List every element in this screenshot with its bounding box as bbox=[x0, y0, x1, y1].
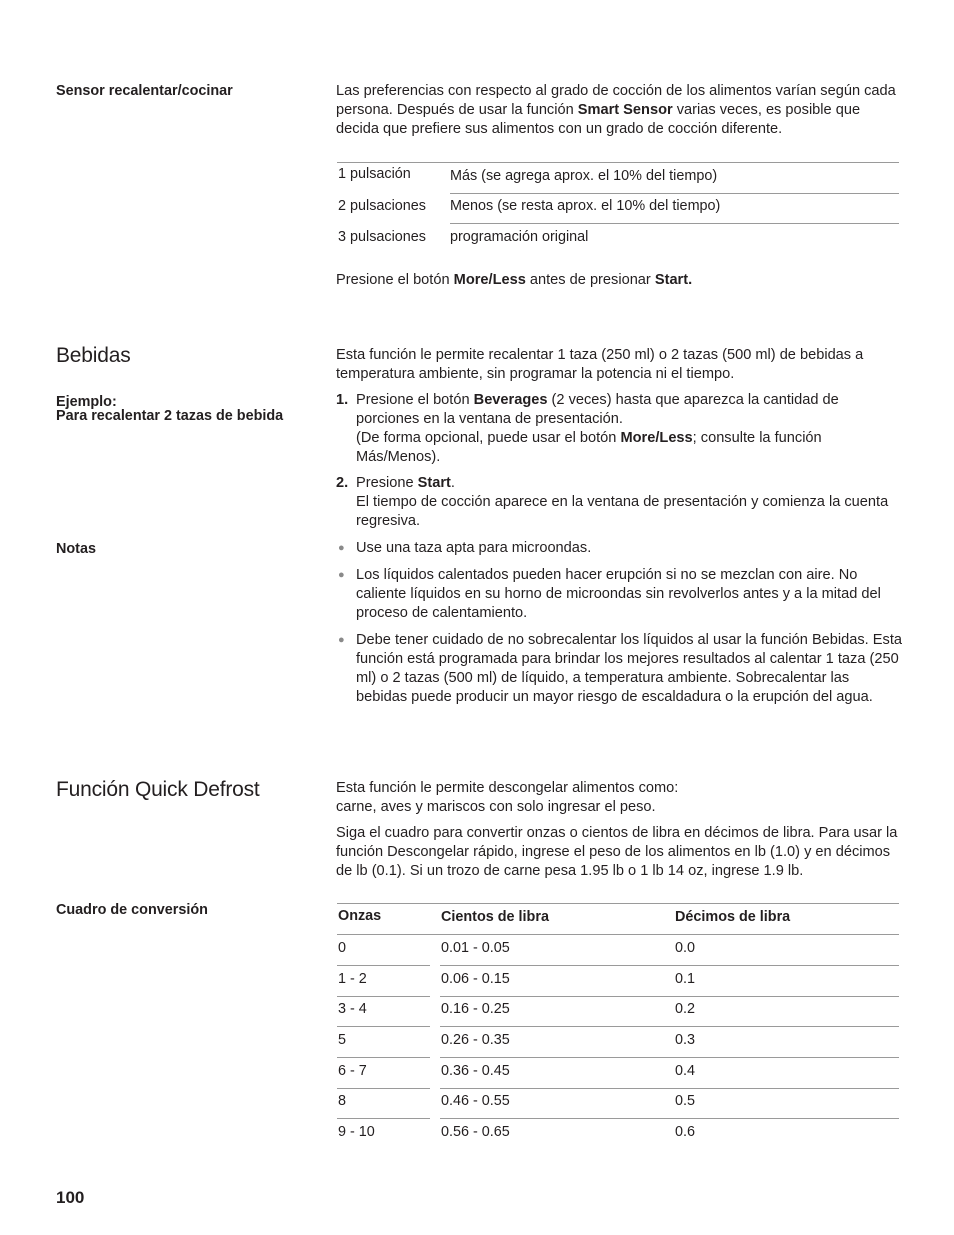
table-cell: 0.56 - 0.65 bbox=[441, 1124, 510, 1140]
table-cell: 0.5 bbox=[675, 1093, 696, 1109]
bebidas-intro: Esta función le permite recalentar 1 taza (250 ml) o 2 tazas (500 ml) de bebidas a temperatura ambiente, sin programar la potencia ni el tiempo. bbox=[336, 347, 864, 382]
sensor-section-label: Sensor recalentar/cocinar bbox=[56, 83, 233, 99]
step-1-beverages: Beverages bbox=[473, 392, 548, 408]
table-cell: 5 bbox=[338, 1032, 347, 1048]
step-2-number: 2. bbox=[336, 475, 349, 491]
table-rule bbox=[337, 162, 899, 163]
table-cell: 0.2 bbox=[675, 1001, 696, 1017]
table-cell: 0 bbox=[338, 940, 347, 956]
bebidas-example-label: Ejemplo: bbox=[56, 394, 117, 410]
bebidas-title: Bebidas bbox=[56, 344, 131, 367]
sensor-note-more-less: More/Less bbox=[453, 272, 526, 288]
table-cell: 6 - 7 bbox=[338, 1063, 367, 1079]
sensor-desc-3: programación original bbox=[450, 229, 589, 245]
note-text: Use una taza apta para microondas. bbox=[356, 540, 592, 556]
header-onzas: Onzas bbox=[338, 908, 382, 924]
sensor-desc-2: Menos (se resta aprox. el 10% del tiempo) bbox=[450, 198, 721, 214]
sensor-desc-1: Más (se agrega aprox. el 10% del tiempo) bbox=[450, 168, 718, 184]
header-cientos: Cientos de libra bbox=[441, 909, 549, 925]
sensor-press-3: 3 pulsaciones bbox=[338, 229, 427, 245]
table-rule bbox=[450, 223, 899, 224]
table-cell: 0.01 - 0.05 bbox=[441, 940, 510, 956]
defrost-intro-line2: carne, aves y mariscos con solo ingresar el peso. bbox=[336, 799, 656, 815]
table-cell: 1 - 2 bbox=[338, 971, 367, 987]
table-cell: 0.06 - 0.15 bbox=[441, 971, 510, 987]
table-rule bbox=[337, 965, 430, 966]
note-item bbox=[336, 566, 902, 623]
table-cell: 0.36 - 0.45 bbox=[441, 1063, 510, 1079]
table-rule bbox=[337, 903, 899, 904]
table-cell: 0.26 - 0.35 bbox=[441, 1032, 510, 1048]
step-2-post: . bbox=[450, 475, 455, 491]
table-rule bbox=[440, 996, 899, 997]
sensor-intro-post: varias veces, es posible que decida que prefiere sus alimentos con un grado de cocción diferente. bbox=[336, 102, 861, 137]
table-rule bbox=[337, 1057, 430, 1058]
bebidas-notes-label: Notas bbox=[56, 541, 96, 557]
table-cell: 0.46 - 0.55 bbox=[441, 1093, 510, 1109]
table-cell: 0.1 bbox=[675, 971, 696, 987]
bullet-icon: ● bbox=[338, 542, 345, 554]
step-1b-pre: (De forma opcional, puede usar el botón bbox=[356, 430, 621, 446]
sensor-intro-bold: Smart Sensor bbox=[577, 102, 673, 118]
table-rule bbox=[440, 1088, 899, 1089]
bebidas-steps bbox=[336, 391, 902, 531]
step-1b-post: ; consulte la función Más/Menos). bbox=[356, 430, 822, 465]
note-item bbox=[336, 539, 902, 558]
sensor-intro bbox=[336, 82, 902, 139]
table-cell: 3 - 4 bbox=[338, 1001, 367, 1017]
table-rule bbox=[440, 965, 899, 966]
bullet-icon: ● bbox=[338, 634, 345, 646]
defrost-para2: Siga el cuadro para convertir onzas o cientos de libra en décimos de libra. Para usar la función Descongelar rápido, ingrese el peso de los alimentos en lb (1.0) y en décimos de lb (0.1). Si un trozo de carne pesa 1.95 lb o 1 lb 14 oz, ingrese 1.9 lb. bbox=[336, 825, 898, 879]
table-cell: 0.16 - 0.25 bbox=[441, 1001, 510, 1017]
step-2b: El tiempo de cocción aparece en la ventana de presentación y comienza la cuenta regresiva. bbox=[356, 494, 889, 529]
sensor-intro-pre: Las preferencias con respecto al grado de cocción de los alimentos varían según cada persona. Después de usar la función bbox=[336, 83, 896, 118]
table-rule bbox=[440, 1118, 899, 1119]
bebidas-example-sub: Para recalentar 2 tazas de bebida bbox=[56, 408, 284, 424]
note-text: Los líquidos calentados pueden hacer erupción si no se mezclan con aire. No caliente líquidos en su horno de microondas sin revolverlos antes y a la mitad del proceso de calentamiento. bbox=[356, 567, 881, 621]
table-rule bbox=[337, 1088, 430, 1089]
table-rule bbox=[337, 1118, 430, 1119]
step-2-pre: Presione bbox=[356, 475, 418, 491]
sensor-note-start: Start. bbox=[654, 272, 693, 288]
conversion-table-label: Cuadro de conversión bbox=[56, 902, 208, 918]
table-cell: 9 - 10 bbox=[338, 1124, 375, 1140]
step-1-post: (2 veces) hasta que aparezca la cantidad de porciones en la ventana de presentación. bbox=[356, 392, 839, 427]
bebidas-notes bbox=[336, 539, 902, 707]
note-text: Debe tener cuidado de no sobrecalentar los líquidos al usar la función Bebidas. Esta función está programada para brindar los mejores resultados al calentar 1 taza (250 ml) o 2 tazas (500 ml) de líquido, a temperatura ambiente. Sobrecalentar las bebidas puede producir un mayor riesgo de escaldadura o la erupción del agua. bbox=[356, 632, 902, 705]
table-cell: 0.3 bbox=[675, 1032, 696, 1048]
table-cell: 0.6 bbox=[675, 1124, 696, 1140]
note-item bbox=[336, 631, 902, 707]
table-rule bbox=[337, 1026, 430, 1027]
sensor-note-mid: antes de presionar bbox=[525, 272, 655, 288]
step-2-start: Start bbox=[417, 475, 451, 491]
table-cell: 0.4 bbox=[675, 1063, 696, 1079]
step-1-number: 1. bbox=[336, 392, 349, 408]
table-rule bbox=[337, 934, 899, 935]
defrost-intro-line1: Esta función le permite descongelar alimentos como: bbox=[336, 780, 679, 796]
sensor-note bbox=[336, 271, 902, 290]
step-1-pre: Presione el botón bbox=[356, 392, 474, 408]
table-rule bbox=[450, 193, 899, 194]
table-cell: 8 bbox=[338, 1093, 347, 1109]
sensor-press-2: 2 pulsaciones bbox=[338, 198, 427, 214]
header-decimos: Décimos de libra bbox=[675, 909, 791, 925]
step-1 bbox=[336, 391, 902, 467]
table-rule bbox=[440, 1057, 899, 1058]
sensor-note-pre: Presione el botón bbox=[336, 272, 454, 288]
sensor-press-1: 1 pulsación bbox=[338, 166, 411, 182]
bullet-icon: ● bbox=[338, 569, 345, 581]
table-rule bbox=[337, 996, 430, 997]
step-2 bbox=[336, 474, 902, 531]
defrost-intro bbox=[336, 779, 902, 881]
page-number: 100 bbox=[56, 1188, 85, 1207]
table-cell: 0.0 bbox=[675, 940, 696, 956]
step-1b-more-less: More/Less bbox=[620, 430, 693, 446]
table-rule bbox=[440, 1026, 899, 1027]
defrost-title: Función Quick Defrost bbox=[56, 778, 260, 801]
